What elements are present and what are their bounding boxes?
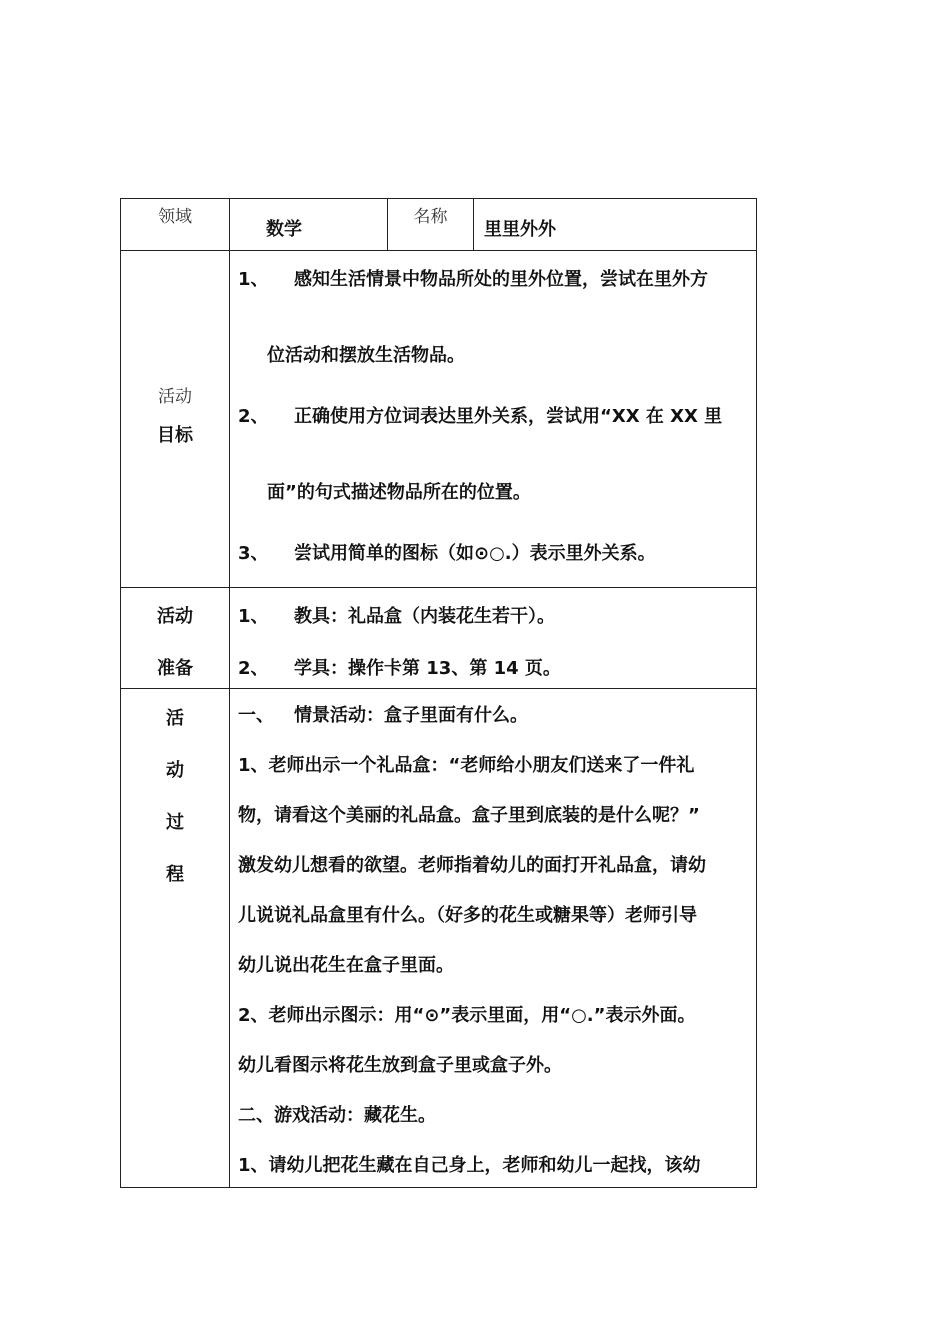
section-number: 一、	[238, 705, 274, 726]
header-row	[121, 199, 757, 251]
prep-row	[121, 588, 757, 689]
process-label-char: 活	[166, 708, 184, 729]
goals-content-cell	[230, 251, 757, 588]
prep-item	[238, 654, 756, 680]
section-title: 情景活动：盒子里面有什么。	[294, 705, 528, 726]
process-content-cell	[230, 689, 757, 1188]
process-line: 幼儿看图示将花生放到盒子里或盒子外。	[238, 1055, 562, 1076]
domain-value: 数学	[266, 219, 302, 240]
goal-text-continued: 位活动和摆放生活物品。	[267, 345, 465, 366]
name-value: 里里外外	[484, 219, 556, 240]
domain-label-cell	[121, 199, 230, 251]
prep-label-cell	[121, 588, 230, 689]
process-line: 儿说说礼品盒里有什么。（好多的花生或糖果等）老师引导	[238, 905, 697, 926]
goal-text: 感知生活情景中物品所处的里外位置，尝试在里外方	[294, 269, 708, 290]
goals-label-top: 活动	[158, 387, 192, 407]
prep-number: 1、	[238, 606, 269, 627]
name-label: 名称	[413, 207, 448, 227]
prep-label-bottom: 准备	[157, 658, 193, 679]
process-label-char: 动	[166, 760, 184, 781]
goal-item	[238, 402, 756, 428]
goal-number: 3、	[238, 543, 269, 564]
process-line: 物，请看这个美丽的礼品盒。盒子里到底装的是什么呢？”	[238, 805, 700, 826]
process-row	[121, 689, 757, 1188]
goal-item	[238, 539, 756, 565]
process-line: 二、游戏活动：藏花生。	[238, 1105, 436, 1126]
goal-item	[238, 265, 756, 291]
lesson-plan-table	[120, 198, 757, 1188]
process-label-cell	[121, 689, 230, 1188]
goal-text: 正确使用方位词表达里外关系，尝试用“XX 在 XX 里	[294, 406, 723, 427]
prep-number: 2、	[238, 658, 269, 679]
goal-number: 2、	[238, 406, 269, 427]
goals-label-cell	[121, 251, 230, 588]
goals-label-bottom: 目标	[157, 425, 193, 446]
name-value-cell	[474, 199, 757, 251]
goal-text-continued: 面”的句式描述物品所在的位置。	[267, 482, 531, 503]
prep-item	[238, 602, 756, 628]
process-label-char: 程	[166, 864, 184, 885]
process-line: 1、老师出示一个礼品盒：“老师给小朋友们送来了一件礼	[238, 755, 695, 776]
prep-label-top: 活动	[157, 606, 193, 627]
domain-value-cell	[230, 199, 388, 251]
prep-content-cell	[230, 588, 757, 689]
domain-label: 领域	[158, 207, 192, 227]
goal-text: 尝试用简单的图标（如⊙○.）表示里外关系。	[294, 543, 656, 564]
process-section-heading	[238, 703, 756, 728]
process-line: 幼儿说出花生在盒子里面。	[238, 955, 454, 976]
goals-row	[121, 251, 757, 588]
name-label-cell	[388, 199, 474, 251]
process-line: 激发幼儿想看的欲望。老师指着幼儿的面打开礼品盒，请幼	[238, 855, 706, 876]
prep-text: 教具：礼品盒（内装花生若干）。	[294, 606, 555, 627]
goal-number: 1、	[238, 269, 269, 290]
process-label-char: 过	[166, 812, 184, 833]
process-line: 2、老师出示图示：用“⊙”表示里面，用“○.”表示外面。	[238, 1005, 696, 1026]
process-line: 1、请幼儿把花生藏在自己身上，老师和幼儿一起找，该幼	[238, 1155, 701, 1176]
prep-text: 学具：操作卡第 13、第 14 页。	[294, 658, 561, 679]
